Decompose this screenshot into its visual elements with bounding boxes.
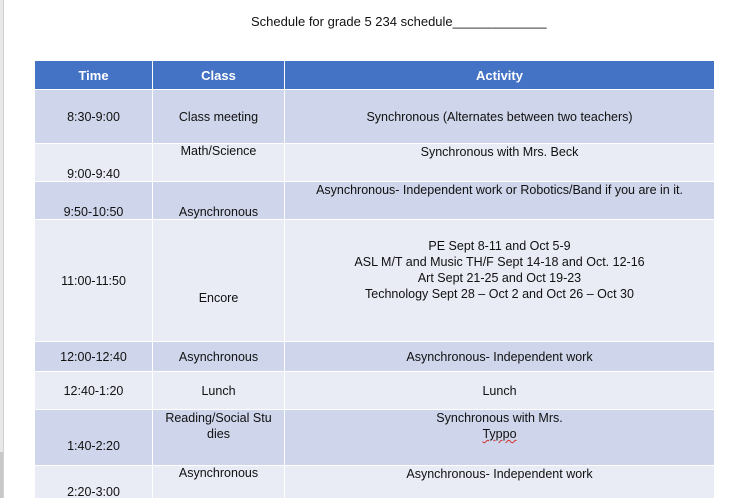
activity-cell xyxy=(285,342,715,372)
activity-line: ASL M/T and Music TH/F Sept 14-18 and Oct. 12-16 xyxy=(354,255,645,269)
schedule-table xyxy=(34,60,715,498)
activity-line: Technology Sept 28 – Oct 2 and Oct 26 – Oct 30 xyxy=(365,287,634,301)
header-class: Class xyxy=(153,61,285,90)
activity-text: Synchronous with Mrs. xyxy=(436,411,563,425)
table-row xyxy=(35,466,715,498)
class-cell xyxy=(153,410,285,466)
activity-line xyxy=(289,410,710,442)
activity-line: Lunch xyxy=(482,383,517,398)
time-cell: 9:50-10:50 xyxy=(35,182,153,220)
window-edge xyxy=(0,452,3,498)
table-row xyxy=(35,144,715,182)
activity-line: Asynchronous- Independent work or Robotics/Band if you are in it. xyxy=(316,183,683,197)
spellcheck-flagged-word: Typpo xyxy=(482,427,517,441)
activity-line: Asynchronous- Independent work xyxy=(406,467,593,481)
document-title: Schedule for grade 5 234 schedule_____________ xyxy=(251,14,547,29)
table-header-row xyxy=(35,61,715,90)
time-cell: 1:40-2:20 xyxy=(35,410,153,466)
class-line: Reading/Social Stu xyxy=(165,411,272,425)
class-cell: Class meeting xyxy=(153,90,285,144)
table-row xyxy=(35,410,715,466)
activity-line: Art Sept 21-25 and Oct 19-23 xyxy=(417,271,582,285)
document-page xyxy=(3,0,752,498)
header-time: Time xyxy=(35,61,153,90)
class-line: dies xyxy=(207,427,230,441)
class-cell: Asynchronous xyxy=(153,182,285,220)
table-row xyxy=(35,182,715,220)
table-row xyxy=(35,90,715,144)
class-cell: Asynchronous xyxy=(153,466,285,498)
activity-line: Synchronous (Alternates between two teachers) xyxy=(366,109,633,124)
time-cell: 12:40-1:20 xyxy=(35,372,153,410)
activity-cell xyxy=(285,372,715,410)
time-cell: 2:20-3:00 xyxy=(35,466,153,498)
activity-cell xyxy=(285,410,715,466)
header-activity: Activity xyxy=(285,61,715,90)
activity-line: PE Sept 8-11 and Oct 5-9 xyxy=(428,239,571,253)
time-cell: 9:00-9:40 xyxy=(35,144,153,182)
activity-line: Synchronous with Mrs. Beck xyxy=(420,145,579,159)
class-cell: Asynchronous xyxy=(153,342,285,372)
table-row xyxy=(35,220,715,342)
class-cell: Lunch xyxy=(153,372,285,410)
time-cell: 11:00-11:50 xyxy=(35,220,153,342)
activity-cell xyxy=(285,182,715,220)
class-cell: Math/Science xyxy=(153,144,285,182)
time-cell: 12:00-12:40 xyxy=(35,342,153,372)
activity-cell xyxy=(285,466,715,498)
activity-cell xyxy=(285,220,715,342)
table-row xyxy=(35,342,715,372)
activity-line: Asynchronous- Independent work xyxy=(406,349,593,364)
class-cell: Encore xyxy=(153,220,285,342)
time-cell: 8:30-9:00 xyxy=(35,90,153,144)
activity-cell xyxy=(285,90,715,144)
table-row xyxy=(35,372,715,410)
activity-cell xyxy=(285,144,715,182)
